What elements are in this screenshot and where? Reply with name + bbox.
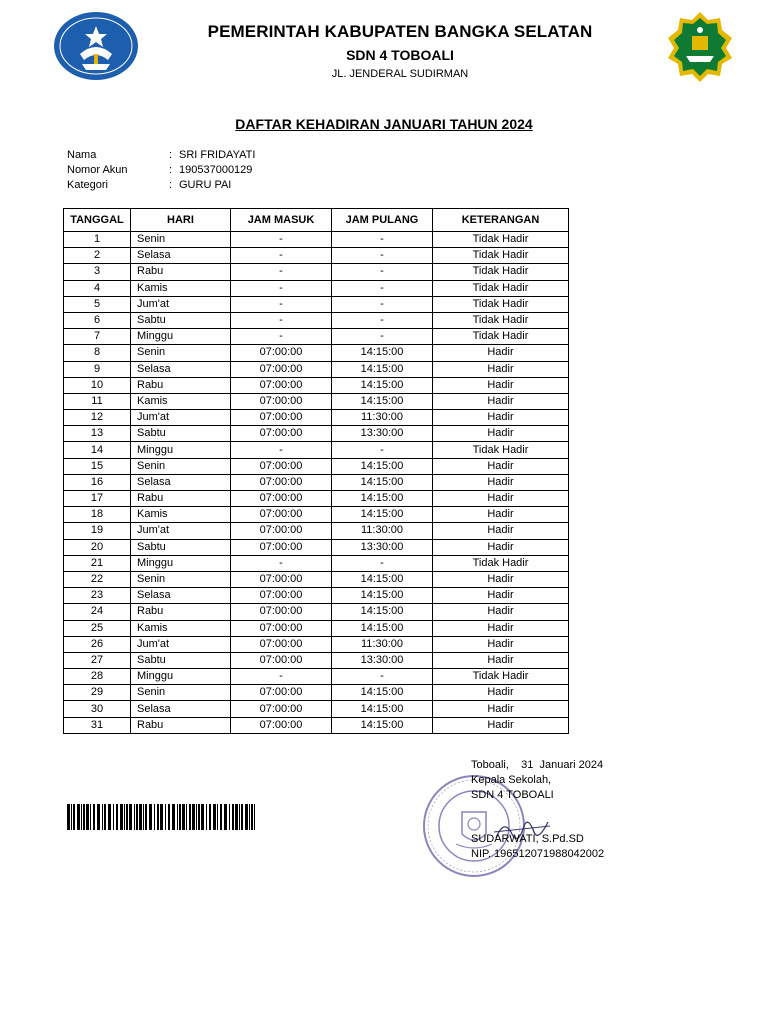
- cell-check-in: -: [231, 555, 332, 571]
- letterhead: [150, 22, 650, 80]
- table-row: [64, 474, 569, 490]
- cell-remarks: Tidak Hadir: [433, 442, 569, 458]
- col-header-day: HARI: [131, 209, 231, 232]
- table-row: [64, 491, 569, 507]
- cell-check-in: -: [231, 264, 332, 280]
- cell-check-in: 07:00:00: [231, 539, 332, 555]
- cell-check-out: -: [332, 442, 433, 458]
- cell-date: 11: [64, 393, 131, 409]
- cell-remarks: Hadir: [433, 588, 569, 604]
- cell-check-in: 07:00:00: [231, 377, 332, 393]
- cell-check-out: -: [332, 280, 433, 296]
- table-row: [64, 717, 569, 733]
- cell-check-out: 14:15:00: [332, 491, 433, 507]
- cell-day: Kamis: [131, 393, 231, 409]
- cell-remarks: Tidak Hadir: [433, 669, 569, 685]
- signer-position: Kepala Sekolah,: [471, 774, 552, 786]
- cell-day: Rabu: [131, 604, 231, 620]
- account-label: Nomor Akun: [67, 164, 128, 176]
- cell-date: 12: [64, 410, 131, 426]
- table-row: [64, 345, 569, 361]
- cell-check-in: -: [231, 329, 332, 345]
- table-row: [64, 264, 569, 280]
- cell-check-in: 07:00:00: [231, 571, 332, 587]
- cell-check-in: -: [231, 442, 332, 458]
- cell-check-out: 14:15:00: [332, 701, 433, 717]
- cell-check-out: 14:15:00: [332, 571, 433, 587]
- cell-check-out: -: [332, 669, 433, 685]
- cell-day: Selasa: [131, 588, 231, 604]
- cell-check-out: 14:15:00: [332, 474, 433, 490]
- table-row: [64, 620, 569, 636]
- cell-check-in: 07:00:00: [231, 604, 332, 620]
- col-header-check-in: JAM MASUK: [231, 209, 332, 232]
- cell-remarks: Tidak Hadir: [433, 264, 569, 280]
- cell-date: 8: [64, 345, 131, 361]
- cell-check-in: 07:00:00: [231, 523, 332, 539]
- cell-check-in: -: [231, 280, 332, 296]
- table-row: [64, 312, 569, 328]
- cell-remarks: Tidak Hadir: [433, 232, 569, 248]
- school-name: SDN 4 TOBOALI: [346, 47, 454, 63]
- table-row: [64, 652, 569, 668]
- attendance-table: [63, 208, 569, 734]
- table-row: [64, 685, 569, 701]
- name-row: Nama : SRI FRIDAYATI: [67, 149, 256, 161]
- barcode: [67, 804, 255, 830]
- cell-date: 1: [64, 232, 131, 248]
- table-row: [64, 588, 569, 604]
- table-row: [64, 604, 569, 620]
- cell-check-in: -: [231, 296, 332, 312]
- cell-check-in: 07:00:00: [231, 474, 332, 490]
- cell-check-in: 07:00:00: [231, 393, 332, 409]
- cell-date: 10: [64, 377, 131, 393]
- table-row: [64, 539, 569, 555]
- cell-date: 25: [64, 620, 131, 636]
- cell-day: Jum'at: [131, 636, 231, 652]
- cell-remarks: Hadir: [433, 652, 569, 668]
- table-row: [64, 555, 569, 571]
- cell-remarks: Tidak Hadir: [433, 280, 569, 296]
- table-row: [64, 507, 569, 523]
- table-row: [64, 393, 569, 409]
- cell-check-out: -: [332, 248, 433, 264]
- cell-remarks: Hadir: [433, 620, 569, 636]
- cell-remarks: Hadir: [433, 458, 569, 474]
- cell-remarks: Hadir: [433, 604, 569, 620]
- cell-day: Sabtu: [131, 539, 231, 555]
- cell-check-in: -: [231, 248, 332, 264]
- cell-check-in: 07:00:00: [231, 652, 332, 668]
- cell-remarks: Tidak Hadir: [433, 329, 569, 345]
- cell-date: 28: [64, 669, 131, 685]
- cell-check-out: -: [332, 296, 433, 312]
- document-title: [0, 116, 768, 132]
- cell-check-out: 14:15:00: [332, 345, 433, 361]
- cell-check-in: -: [231, 669, 332, 685]
- cell-remarks: Hadir: [433, 571, 569, 587]
- col-header-check-out: JAM PULANG: [332, 209, 433, 232]
- cell-date: 2: [64, 248, 131, 264]
- cell-check-out: 14:15:00: [332, 717, 433, 733]
- cell-check-out: 11:30:00: [332, 523, 433, 539]
- cell-date: 20: [64, 539, 131, 555]
- cell-check-out: -: [332, 555, 433, 571]
- signer-school: SDN 4 TOBOALI: [471, 789, 554, 801]
- cell-check-out: 14:15:00: [332, 604, 433, 620]
- table-row: [64, 442, 569, 458]
- cell-day: Minggu: [131, 329, 231, 345]
- cell-day: Sabtu: [131, 312, 231, 328]
- cell-check-in: 07:00:00: [231, 701, 332, 717]
- cell-day: Minggu: [131, 669, 231, 685]
- table-row: [64, 523, 569, 539]
- cell-day: Jum'at: [131, 523, 231, 539]
- cell-remarks: Hadir: [433, 377, 569, 393]
- cell-remarks: Tidak Hadir: [433, 312, 569, 328]
- category-label: Kategori: [67, 179, 108, 191]
- cell-day: Senin: [131, 458, 231, 474]
- cell-date: 17: [64, 491, 131, 507]
- table-body: [64, 232, 569, 734]
- cell-check-in: 07:00:00: [231, 636, 332, 652]
- cell-check-in: 07:00:00: [231, 361, 332, 377]
- cell-date: 16: [64, 474, 131, 490]
- cell-day: Selasa: [131, 474, 231, 490]
- cell-remarks: Hadir: [433, 717, 569, 733]
- cell-day: Senin: [131, 571, 231, 587]
- cell-day: Kamis: [131, 620, 231, 636]
- cell-date: 29: [64, 685, 131, 701]
- cell-day: Senin: [131, 685, 231, 701]
- cell-check-out: -: [332, 264, 433, 280]
- cell-remarks: Hadir: [433, 393, 569, 409]
- name-label: Nama: [67, 149, 97, 161]
- cell-check-in: 07:00:00: [231, 620, 332, 636]
- cell-day: Senin: [131, 345, 231, 361]
- cell-date: 23: [64, 588, 131, 604]
- cell-day: Jum'at: [131, 296, 231, 312]
- cell-check-in: -: [231, 312, 332, 328]
- cell-check-in: 07:00:00: [231, 426, 332, 442]
- cell-remarks: Hadir: [433, 636, 569, 652]
- table-row: [64, 248, 569, 264]
- cell-check-in: -: [231, 232, 332, 248]
- cell-check-in: 07:00:00: [231, 458, 332, 474]
- cell-check-out: 14:15:00: [332, 377, 433, 393]
- table-row: [64, 636, 569, 652]
- cell-check-out: 14:15:00: [332, 507, 433, 523]
- cell-date: 22: [64, 571, 131, 587]
- cell-check-in: 07:00:00: [231, 491, 332, 507]
- cell-date: 3: [64, 264, 131, 280]
- table-row: [64, 361, 569, 377]
- category-value: GURU PAI: [179, 179, 232, 191]
- cell-remarks: Hadir: [433, 474, 569, 490]
- cell-remarks: Hadir: [433, 539, 569, 555]
- cell-date: 19: [64, 523, 131, 539]
- cell-day: Selasa: [131, 701, 231, 717]
- table-header-row: [64, 209, 569, 232]
- cell-day: Rabu: [131, 264, 231, 280]
- school-address: JL. JENDERAL SUDIRMAN: [331, 68, 469, 80]
- cell-date: 7: [64, 329, 131, 345]
- table-row: [64, 296, 569, 312]
- cell-day: Sabtu: [131, 426, 231, 442]
- cell-check-in: 07:00:00: [231, 410, 332, 426]
- cell-date: 5: [64, 296, 131, 312]
- cell-day: Jum'at: [131, 410, 231, 426]
- cell-check-in: 07:00:00: [231, 345, 332, 361]
- cell-check-out: -: [332, 232, 433, 248]
- cell-date: 24: [64, 604, 131, 620]
- cell-remarks: Hadir: [433, 491, 569, 507]
- cell-remarks: Hadir: [433, 361, 569, 377]
- table-row: [64, 701, 569, 717]
- table-row: [64, 571, 569, 587]
- cell-remarks: Hadir: [433, 345, 569, 361]
- cell-day: Minggu: [131, 555, 231, 571]
- cell-day: Kamis: [131, 507, 231, 523]
- cell-check-out: 14:15:00: [332, 458, 433, 474]
- cell-remarks: Tidak Hadir: [433, 248, 569, 264]
- cell-date: 13: [64, 426, 131, 442]
- kemenag-logo: [662, 10, 738, 84]
- cell-date: 18: [64, 507, 131, 523]
- table-row: [64, 458, 569, 474]
- cell-check-out: 13:30:00: [332, 652, 433, 668]
- cell-day: Selasa: [131, 361, 231, 377]
- cell-date: 14: [64, 442, 131, 458]
- table-row: [64, 232, 569, 248]
- cell-check-out: 14:15:00: [332, 588, 433, 604]
- cell-day: Rabu: [131, 491, 231, 507]
- cell-check-out: 14:15:00: [332, 620, 433, 636]
- cell-check-in: 07:00:00: [231, 717, 332, 733]
- cell-check-in: 07:00:00: [231, 588, 332, 604]
- cell-remarks: Hadir: [433, 410, 569, 426]
- cell-date: 4: [64, 280, 131, 296]
- table-row: [64, 426, 569, 442]
- cell-check-out: 14:15:00: [332, 393, 433, 409]
- cell-remarks: Tidak Hadir: [433, 555, 569, 571]
- table-row: [64, 329, 569, 345]
- cell-date: 9: [64, 361, 131, 377]
- cell-check-out: 13:30:00: [332, 426, 433, 442]
- cell-day: Sabtu: [131, 652, 231, 668]
- cell-check-out: -: [332, 329, 433, 345]
- signer-nip: NIP. 196512071988042002: [471, 848, 605, 860]
- cell-check-out: 11:30:00: [332, 410, 433, 426]
- cell-day: Kamis: [131, 280, 231, 296]
- cell-day: Selasa: [131, 248, 231, 264]
- name-value: SRI FRIDAYATI: [179, 149, 256, 161]
- account-value: 190537000129: [179, 164, 253, 176]
- cell-check-in: 07:00:00: [231, 507, 332, 523]
- cell-check-out: 11:30:00: [332, 636, 433, 652]
- cell-check-out: 14:15:00: [332, 685, 433, 701]
- cell-check-in: 07:00:00: [231, 685, 332, 701]
- category-row: Kategori : GURU PAI: [67, 179, 232, 191]
- cell-remarks: Hadir: [433, 523, 569, 539]
- identity-block: [67, 148, 255, 193]
- cell-remarks: Hadir: [433, 701, 569, 717]
- cell-remarks: Hadir: [433, 426, 569, 442]
- government-name: PEMERINTAH KABUPATEN BANGKA SELATAN: [207, 22, 593, 41]
- cell-date: 21: [64, 555, 131, 571]
- place-date: Toboali, 31 Januari 2024: [471, 759, 604, 771]
- cell-date: 15: [64, 458, 131, 474]
- cell-check-out: -: [332, 312, 433, 328]
- col-header-date: TANGGAL: [64, 209, 131, 232]
- cell-date: 26: [64, 636, 131, 652]
- table-row: [64, 280, 569, 296]
- cell-day: Minggu: [131, 442, 231, 458]
- cell-remarks: Hadir: [433, 507, 569, 523]
- signature-block: [471, 758, 604, 862]
- tut-wuri-handayani-logo: [52, 10, 140, 82]
- cell-check-out: 13:30:00: [332, 539, 433, 555]
- table-row: [64, 377, 569, 393]
- cell-remarks: Tidak Hadir: [433, 296, 569, 312]
- table-row: [64, 669, 569, 685]
- cell-date: 31: [64, 717, 131, 733]
- cell-day: Rabu: [131, 717, 231, 733]
- cell-day: Rabu: [131, 377, 231, 393]
- document-title-text: DAFTAR KEHADIRAN JANUARI TAHUN 2024: [235, 116, 533, 132]
- cell-check-out: 14:15:00: [332, 361, 433, 377]
- cell-date: 30: [64, 701, 131, 717]
- cell-date: 6: [64, 312, 131, 328]
- cell-date: 27: [64, 652, 131, 668]
- cell-remarks: Hadir: [433, 685, 569, 701]
- col-header-remarks: KETERANGAN: [433, 209, 569, 232]
- account-row: Nomor Akun : 190537000129: [67, 164, 253, 176]
- signer-name: SUDARWATI, S.Pd.SD: [471, 833, 584, 845]
- table-row: [64, 410, 569, 426]
- cell-day: Senin: [131, 232, 231, 248]
